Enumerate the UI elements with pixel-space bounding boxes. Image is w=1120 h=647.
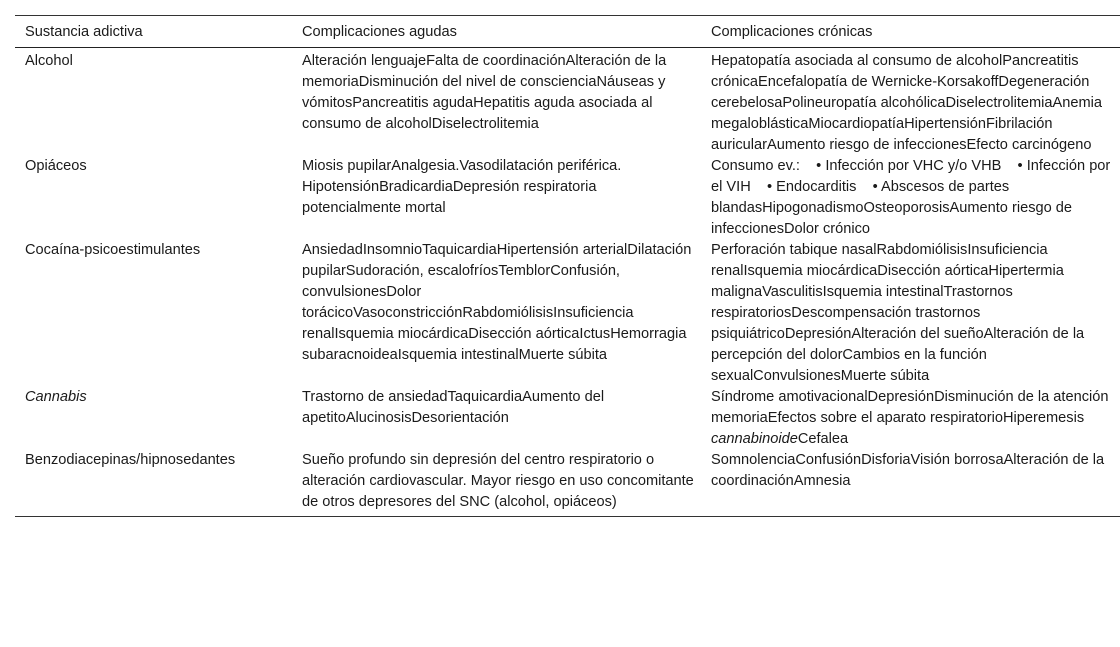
- chronic-cell: [711, 387, 1120, 450]
- chronic-text-pre: Síndrome amotivacionalDepresiónDisminución de la atención memoriaEfectos sobre el aparato respiratorioHiperemesis: [711, 389, 1113, 426]
- table-body: [15, 48, 1120, 513]
- chronic-cell: SomnolenciaConfusiónDisforiaVisión borrosaAlteración de la coordinaciónAmnesia: [711, 452, 1105, 489]
- substance-cannabis: Cannabis: [25, 389, 87, 405]
- substance-cell: [15, 387, 302, 408]
- complications-table: [15, 15, 1120, 517]
- chronic-cell: Consumo ev.: • Infección por VHC y/o VHB • Infección por el VIH • Endocarditis • Abscesos de partes blandasHipogonadismoOsteoporosisAumento riesgo de infeccionesDolor crónico: [711, 158, 1115, 237]
- table-header-row: [15, 16, 1120, 48]
- acute-cell: Trastorno de ansiedadTaquicardiaAumento del apetitoAlucinosisDesorientación: [302, 389, 605, 426]
- chronic-cell: Hepatopatía asociada al consumo de alcoholPancreatitis crónicaEncefalopatía de Wernicke-KorsakoffDegeneración cerebelosaPolineuropatía alcohólicaDiselectrolitemiaAnemia megaloblásticaMiocardiopatíaHipertensiónFibrilación auricularAumento riesgo de infeccionesEfecto carcinógeno: [711, 53, 1103, 153]
- chronic-text-post: Cefalea: [797, 431, 849, 447]
- table-row-alcohol: [15, 51, 1120, 156]
- acute-cell: Sueño profundo sin depresión del centro respiratorio o alteración cardiovascular. Mayor riesgo en uso concomitante de otros depresores del SNC (alcohol, opiáceos): [302, 452, 694, 510]
- acute-cell: Alteración lenguajeFalta de coordinaciónAlteración de la memoriaDisminución del nivel de conscienciaNáuseas y vómitosPancreatitis agudaHepatitis aguda asociada al consumo de alcoholDiselectrolitemia: [302, 53, 667, 132]
- table-row-cocaina: [15, 240, 1120, 387]
- header-chronic: Complicaciones crónicas: [711, 23, 873, 40]
- substance-cell: Benzodiacepinas/hipnosedantes: [25, 452, 236, 468]
- acute-cell: Miosis pupilarAnalgesia.Vasodilatación periférica. HipotensiónBradicardiaDepresión respiratoria potencialmente mortal: [302, 158, 622, 216]
- table-bottom-rule: [15, 516, 1120, 517]
- table-row-opiaceos: [15, 156, 1120, 240]
- substance-cell: Cocaína-psicoestimulantes: [25, 242, 201, 258]
- header-acute: Complicaciones agudas: [302, 23, 457, 40]
- acute-cell: AnsiedadInsomnioTaquicardiaHipertensión arterialDilatación pupilarSudoración, escalofríosTemblorConfusión, convulsionesDolor torácicoVasoconstricciónRabdomiólisisInsuficiencia renalIsquemia miocárdicaDisección aórticaIctusHemorragia subaracnoideaIsquemia intestinalMuerte súbita: [302, 242, 692, 363]
- table-row-cannabis: [15, 387, 1120, 450]
- chronic-cell: Perforación tabique nasalRabdomiólisisInsuficiencia renalIsquemia miocárdicaDisección aórticaHipertermia malignaVasculitisIsquemia intestinalTrastornos respiratoriosDescompensación trastornos psiquiátricoDepresiónAlteración del sueñoAlteración de la percepción del dolorCambios en la función sexualConvulsionesMuerte súbita: [711, 242, 1085, 384]
- chronic-text-em: cannabinoide: [711, 431, 798, 447]
- header-substance: Sustancia adictiva: [25, 23, 143, 40]
- substance-cell: Alcohol: [25, 53, 73, 69]
- substance-cell: Opiáceos: [25, 158, 87, 174]
- table-row-benzodiacepinas: [15, 450, 1120, 513]
